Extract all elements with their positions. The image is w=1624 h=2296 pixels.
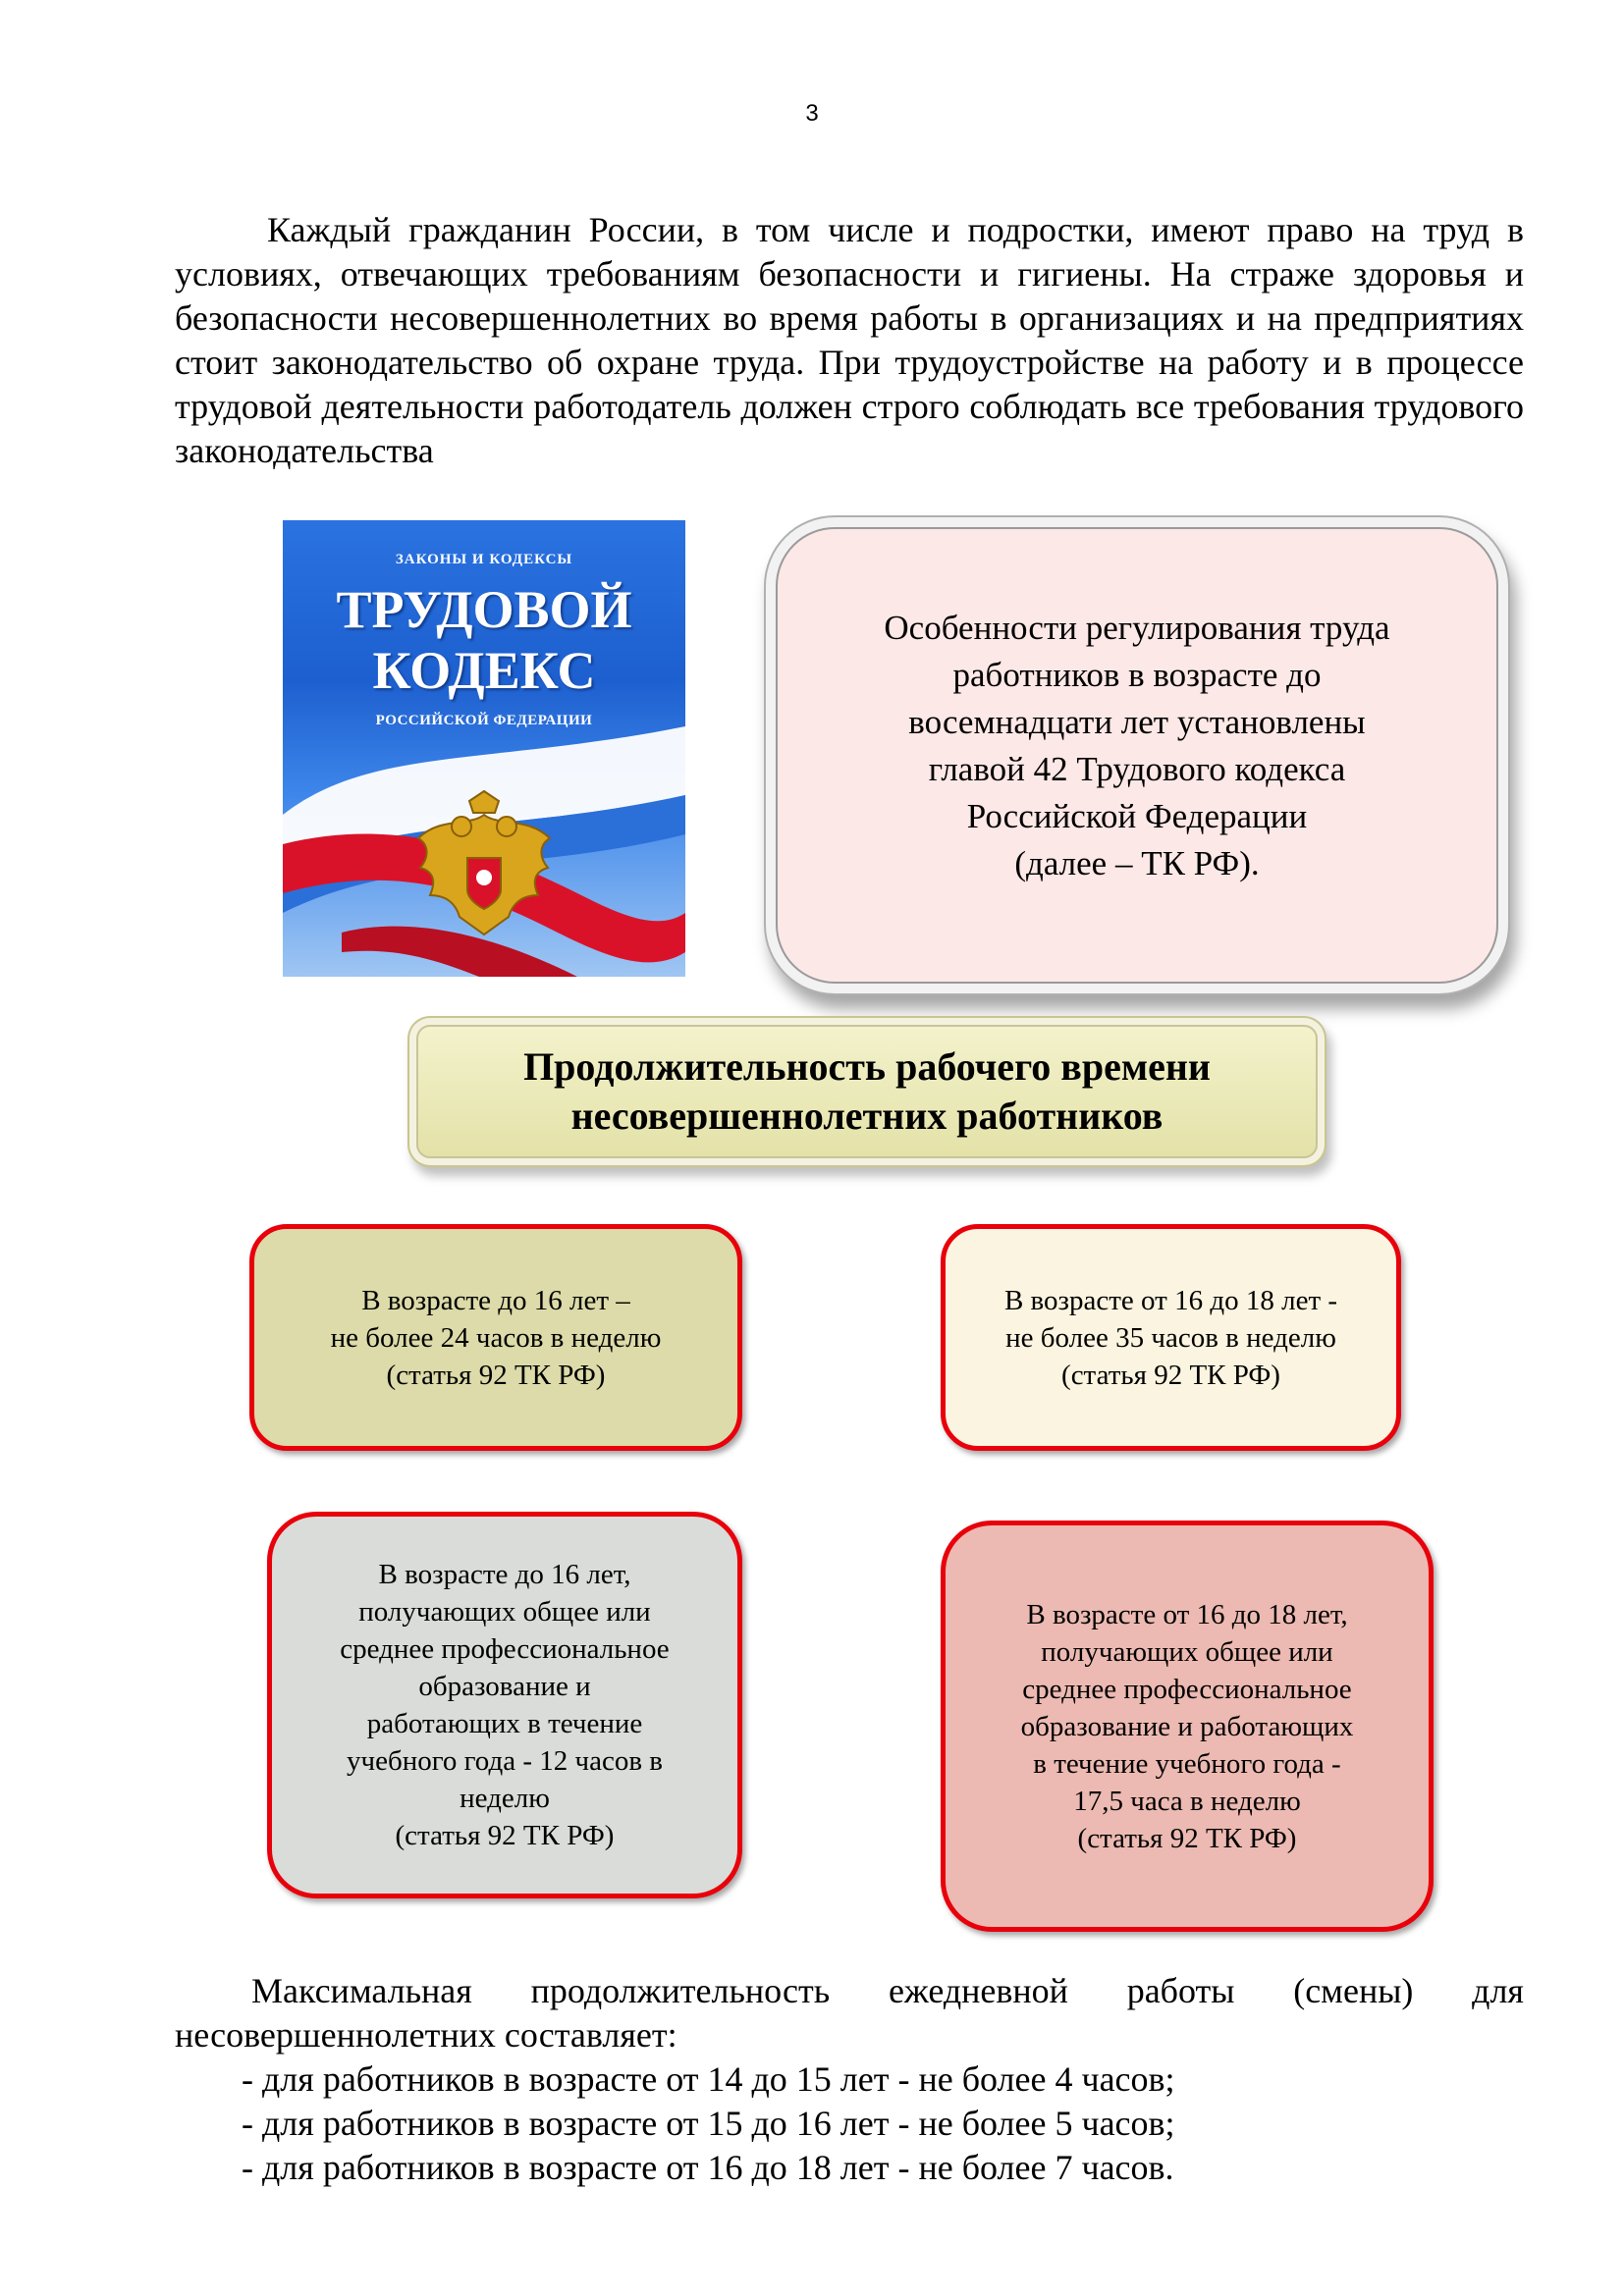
daily-max-item: - для работников в возрасте от 14 до 15 лет - не более 4 часов;	[242, 2059, 1175, 2099]
cover-subtitle: РОССИЙСКОЙ ФЕДЕРАЦИИ	[375, 713, 593, 728]
rule-box-under-16-students	[267, 1512, 742, 1898]
intro-paragraph: Каждый гражданин России, в том числе и подростки, имеют право на труд в условиях, отвечающих требованиям безопасности и гигиены. На страже здоровья и безопасности несовершеннолетних во время работы в организациях и на предприятиях стоит законодательство об охране труда. При трудоустройстве на работу и в процессе трудовой деятельности работодатель должен строго соблюдать все требования трудового законодательства	[175, 210, 1524, 470]
page-number: 3	[805, 100, 819, 127]
daily-max-item: - для работников в возрасте от 15 до 16 лет - не более 5 часов;	[242, 2104, 1175, 2143]
rule-text: В возрасте до 16 лет – не более 24 часов в неделю (статья 92 ТК РФ)	[330, 1284, 662, 1391]
daily-max-intro: Максимальная продолжительность ежедневной работы (смены) для несовершеннолетних составляет:	[175, 1971, 1524, 2055]
rule-text: В возрасте до 16 лет, получающих общее или среднее профессиональное образование и работающих в течение учебного года - 12 часов в неделю (статья 92 ТК РФ)	[340, 1559, 670, 1851]
labor-code-book-cover	[283, 520, 685, 977]
section-heading: Продолжительность рабочего времени несовершеннолетних работников	[523, 1044, 1211, 1138]
cover-series-label: ЗАКОНЫ И КОДЕКСЫ	[395, 552, 573, 567]
info-box-text: Особенности регулирования труда работников в возрасте до восемнадцати лет установлены главой 42 Трудового кодекса Российской Федерации (далее – ТК РФ).	[884, 608, 1390, 882]
rule-box-under-16	[249, 1224, 742, 1451]
daily-max-item: - для работников в возрасте от 16 до 18 лет - не более 7 часов.	[242, 2148, 1174, 2187]
rule-text: В возрасте от 16 до 18 лет - не более 35 часов в неделю (статья 92 ТК РФ)	[1003, 1284, 1338, 1391]
rule-box-16-to-18	[941, 1224, 1401, 1451]
rule-text: В возрасте от 16 до 18 лет, получающих общее или среднее профессиональное образование и работающих в течение учебного года - 17,5 часа в неделю (статья 92 ТК РФ)	[1020, 1598, 1354, 1854]
rule-box-16-to-18-students	[941, 1521, 1434, 1932]
regulation-info-box	[776, 527, 1498, 984]
section-heading-box	[416, 1025, 1318, 1158]
cover-title: ТРУДОВОЙ КОДЕКС	[336, 580, 632, 700]
coat-of-arms-icon	[401, 787, 568, 954]
